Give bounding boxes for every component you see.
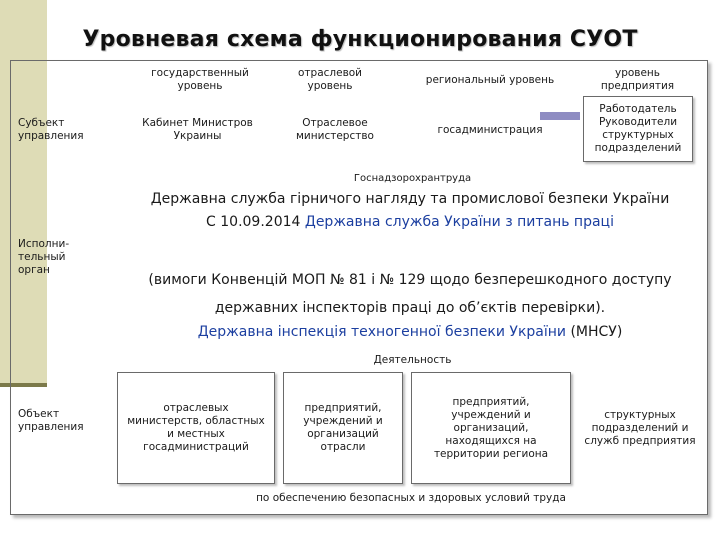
level-enterprise: уровень предприятия [600, 67, 675, 92]
subject-sectoral: Отраслевое министерство [296, 117, 374, 142]
executive-line2 [110, 214, 710, 230]
object-regional: предприятий, учреждений и организаций, находящихся на территории региона [411, 372, 571, 484]
executive-label [18, 238, 69, 277]
object-label-line1: Объект [18, 408, 60, 420]
object-footer: по обеспечению безопасных и здоровых условий труда [256, 491, 566, 504]
executive-line5-suffix: (МНСУ) [566, 324, 623, 340]
level-state: государственный уровень [151, 67, 249, 92]
executive-line4: державних інспекторів праці до об’єктів перевірки). [214, 300, 606, 316]
activity-header: Деятельность [373, 353, 452, 366]
subject-state: Кабинет Министров Украины [142, 117, 253, 142]
executive-label-line1: Исполни- [18, 238, 70, 250]
object-label [18, 408, 84, 434]
subject-label-line1: Субъект [18, 117, 65, 129]
executive-line1: Державна служба гірничого нагляду та промислової безпеки України [150, 191, 670, 207]
slide-title: Уровневая схема функционирования СУОТ [82, 27, 638, 52]
executive-label-line2: тельный [18, 251, 66, 263]
object-sectoral: предприятий, учреждений и организаций отрасли [283, 372, 403, 484]
subject-label-line2: управления [18, 130, 84, 142]
executive-line2-link: Державна служба України з питань праці [304, 214, 614, 230]
object-state: отраслевых министерств, областных и местных госадминистраций [117, 372, 275, 484]
object-enterprise: структурных подразделений и служб предприятия [584, 408, 696, 447]
executive-line5-link: Державна інспекція техногенної безпеки України [197, 324, 567, 340]
subject-label [18, 117, 84, 143]
level-sectoral: отраслевой уровень [297, 67, 363, 92]
executive-label-line3: орган [18, 264, 50, 276]
executive-line3: (вимоги Конвенцій МОП № 81 і № 129 щодо безперешкодного доступу [148, 272, 672, 288]
executive-line2-prefix: С 10.09.2014 [206, 214, 305, 230]
executive-header: Госнадзорохрантруда [353, 172, 472, 184]
subject-regional: госадминистрация [437, 123, 543, 136]
level-regional: региональный уровень [425, 73, 555, 86]
executive-line5 [110, 324, 710, 340]
object-label-line2: управления [18, 421, 84, 433]
subject-enterprise: Работодатель Руководители структурных подразделений [583, 96, 693, 162]
